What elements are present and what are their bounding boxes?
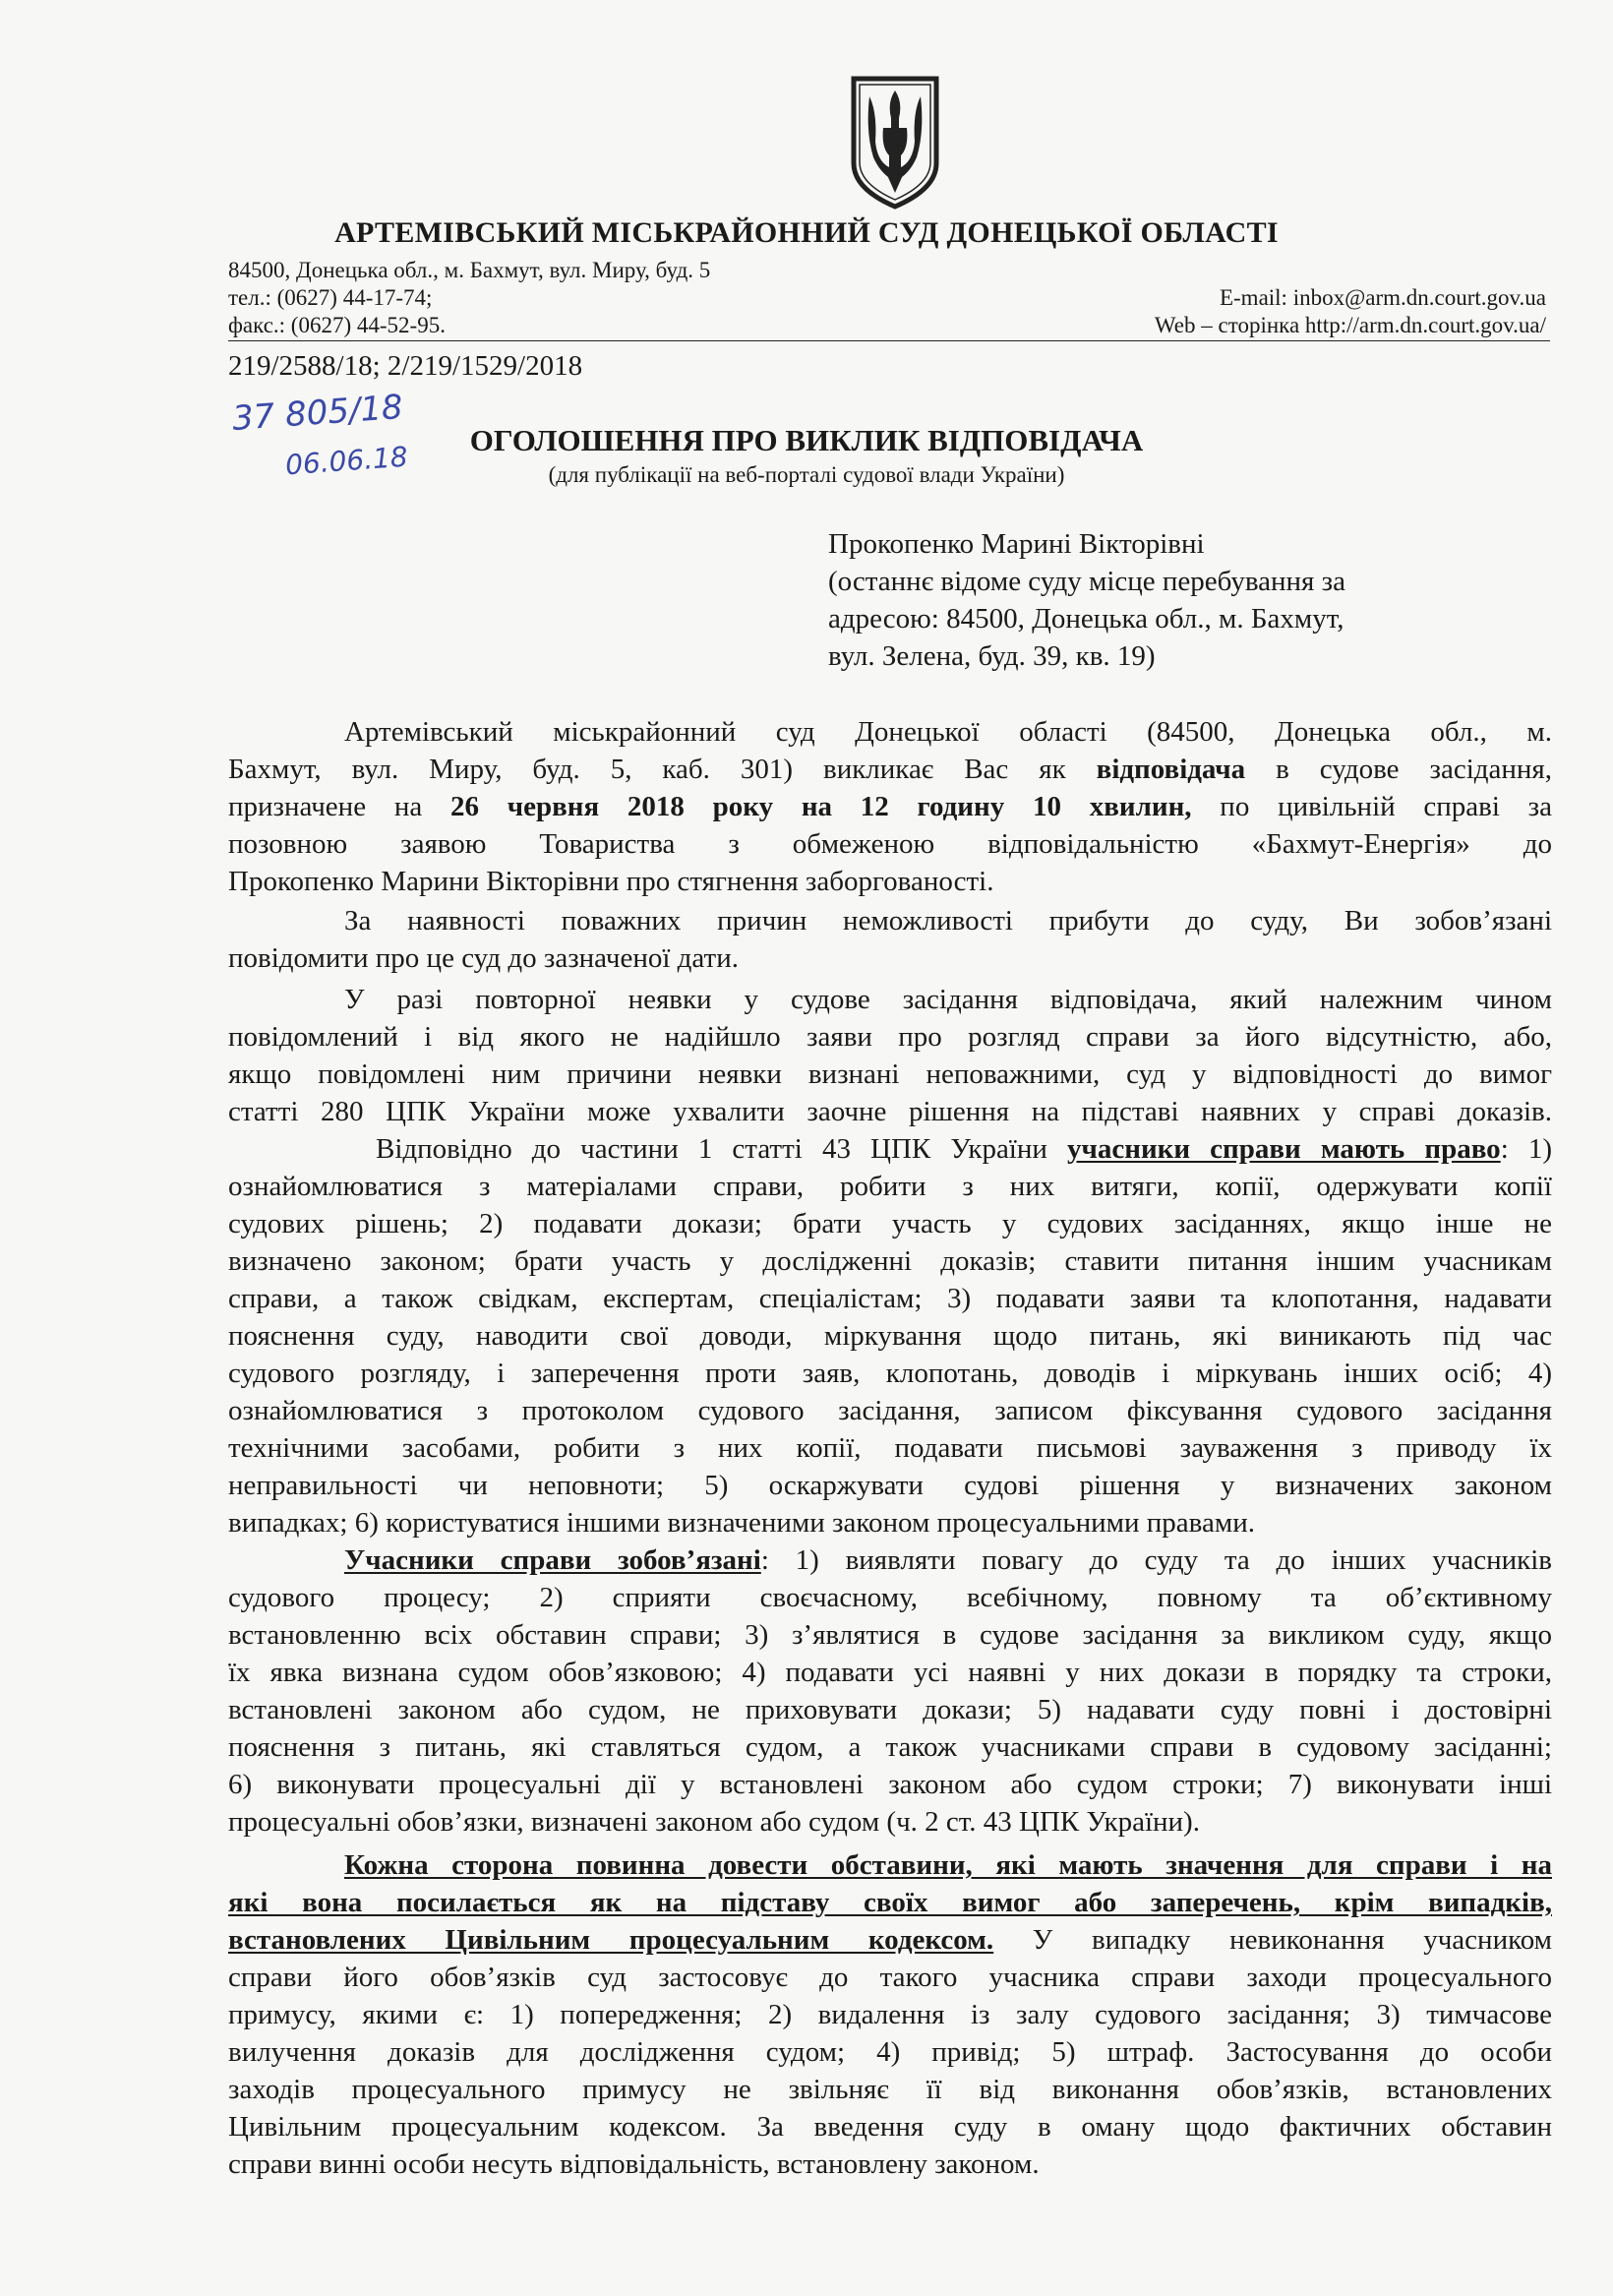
paragraph-line: процесуальні обов’язки, визначені законом або судом (ч. 2 ст. 43 ЦПК України). bbox=[228, 1806, 1200, 1838]
paragraph-line: встановлені законом або судом, не приховувати докази; 5) надавати суду повні і достовірні bbox=[228, 1694, 1552, 1725]
addressee-line: вул. Зелена, буд. 39, кв. 19) bbox=[828, 640, 1156, 672]
document-subtitle: (для публікації на веб-порталі судової влади України) bbox=[548, 462, 1065, 487]
handwritten-registration-number: 37 805/18 bbox=[230, 387, 404, 440]
addressee-line: (останнє відоме суду місце перебування за bbox=[828, 566, 1345, 597]
paragraph-line: якщо повідомлені ним причини неявки визнані неповажними, суд у відповідності до вимог bbox=[228, 1058, 1552, 1090]
court-email: E-mail: inbox@arm.dn.court.gov.ua bbox=[1219, 285, 1546, 310]
paragraph-line: позовною заявою Товариства з обмеженою відповідальністю «Бахмут-Енергія» до bbox=[228, 828, 1552, 860]
paragraph-line: 6) виконувати процесуальні дії у встановлені законом або судом строки; 7) виконувати інші bbox=[228, 1769, 1552, 1800]
paragraph-line: Бахмут, вул. Миру, буд. 5, каб. 301) викликає Вас як відповідача в судове засідання, bbox=[228, 754, 1553, 785]
hearing-datetime: 26 червня 2018 року на 12 годину 10 хвилин, bbox=[449, 791, 1192, 822]
paragraph-line: Цивільним процесуальним кодексом. За введення суду в оману щодо фактичних обставин bbox=[228, 2111, 1552, 2143]
court-website: Web – сторінка http://arm.dn.court.gov.ua/ bbox=[1154, 313, 1546, 337]
paragraph-line: справи його обов’язків суд застосовує до такого учасника справи заходи процесуального bbox=[228, 1962, 1552, 1993]
paragraph-line: пояснення суду, наводити свої доводи, міркування щодо питань, які виникають під час bbox=[228, 1320, 1552, 1352]
paragraph-line: їх явка визнана судом обов’язковою; 4) подавати усі наявні у них докази в порядку та строки, bbox=[228, 1657, 1552, 1688]
paragraph-line: повідомити про це суд до зазначеної дати. bbox=[228, 942, 739, 974]
trident-emblem-icon bbox=[848, 73, 942, 211]
paragraph-line: судового процесу; 2) сприяти своєчасному, всебічному, повному та об’єктивному bbox=[228, 1582, 1552, 1613]
participants-duties-heading: Учасники справи зобов’язані bbox=[344, 1544, 761, 1576]
paragraph-line: справи винні особи несуть відповідальність, встановлену законом. bbox=[228, 2148, 1040, 2180]
paragraph-line: судового розгляду, і заперечення проти заяв, клопотань, доводів і міркувань інших осіб; 4) bbox=[228, 1358, 1552, 1389]
paragraph-line: вилучення доказів для дослідження судом; 4) привід; 5) штраф. Застосування до особи bbox=[228, 2036, 1552, 2068]
handwritten-date: 06.06.18 bbox=[284, 440, 409, 482]
case-numbers: 219/2588/18; 2/219/1529/2018 bbox=[228, 350, 583, 382]
header-divider bbox=[228, 340, 1550, 341]
paragraph-line: визначено законом; брати участь у дослідженні доказів; ставити питання іншим учасникам bbox=[228, 1245, 1552, 1277]
paragraph-line: примусу, якими є: 1) попередження; 2) видалення із залу судового засідання; 3) тимчасове bbox=[228, 1999, 1552, 2030]
paragraph-line: ознайомлюватися з протоколом судового засідання, записом фіксування судового засідання bbox=[228, 1395, 1552, 1426]
addressee-line: Прокопенко Марині Вікторівні bbox=[828, 528, 1205, 560]
paragraph-line: встановленню всіх обставин справи; 3) з’являтися в судове засідання за викликом суду, якщо bbox=[228, 1619, 1552, 1651]
paragraph-line: повідомлений і від якого не надійшло заяви про розгляд справи за його відсутністю, або, bbox=[228, 1021, 1552, 1053]
court-name: АРТЕМІВСЬКИЙ МІСЬКРАЙОННИЙ СУД ДОНЕЦЬКОЇ ОБЛАСТІ bbox=[334, 216, 1279, 249]
paragraph-line: судових рішень; 2) подавати докази; брати участь у судових засіданнях, якщо інше не bbox=[228, 1208, 1552, 1239]
paragraph-line: пояснення з питань, які ставляться судом, а також учасниками справи в судовому засіданні; bbox=[228, 1731, 1552, 1763]
defendant-role: відповідача bbox=[1096, 754, 1246, 785]
paragraph-line-emphasis: Кожна сторона повинна довести обставини, які мають значення для справи і на bbox=[344, 1849, 1552, 1881]
paragraph-line: Відповідно до частини 1 статті 43 ЦПК України учасники справи мають право: 1) bbox=[376, 1133, 1553, 1165]
paragraph-line: У разі повторної неявки у судове засідання відповідача, який належним чином bbox=[344, 984, 1552, 1015]
paragraph-line: встановлених Цивільним процесуальним кодексом. У випадку невиконання учасником bbox=[228, 1924, 1553, 1956]
paragraph-line: неправильності чи неповноти; 5) оскаржувати судові рішення у визначених законом bbox=[228, 1470, 1552, 1501]
paragraph-line: справи, а також свідкам, експертам, спеціалістам; 3) подавати заяви та клопотання, надавати bbox=[228, 1283, 1552, 1314]
addressee-line: адресою: 84500, Донецька обл., м. Бахмут, bbox=[828, 603, 1344, 634]
paragraph-line: статті 280 ЦПК України може ухвалити заочне рішення на підставі наявних у справі доказів. bbox=[228, 1096, 1552, 1127]
paragraph-line: технічними засобами, робити з них копії, подавати письмові зауваження з приводу їх bbox=[228, 1432, 1552, 1464]
paragraph-line: заходів процесуального примусу не звільняє її від виконання обов’язків, встановлених bbox=[228, 2074, 1552, 2105]
paragraph-line: Учасники справи зобов’язані: 1) виявляти повагу до суду та до інших учасників bbox=[344, 1544, 1553, 1576]
paragraph-line: Артемівський міськрайонний суд Донецької області (84500, Донецька обл., м. bbox=[344, 716, 1552, 748]
court-fax: факс.: (0627) 44-52-95. bbox=[228, 313, 446, 337]
paragraph-line: Прокопенко Марини Вікторівни про стягнення заборгованості. bbox=[228, 866, 994, 897]
paragraph-line: випадках; 6) користуватися іншими визначеними законом процесуальними правами. bbox=[228, 1507, 1255, 1539]
paragraph-line: За наявності поважних причин неможливості прибути до суду, Ви зобов’язані bbox=[344, 905, 1552, 937]
addressee-block bbox=[828, 525, 1556, 675]
paragraph-line-emphasis: які вона посилається як на підставу своїх вимог або заперечень, крім випадків, bbox=[228, 1887, 1552, 1918]
court-address: 84500, Донецька обл., м. Бахмут, вул. Миру, буд. 5 bbox=[228, 258, 711, 282]
paragraph-line: ознайомлюватися з матеріалами справи, робити з них витяги, копії, одержувати копії bbox=[228, 1171, 1552, 1202]
participants-rights-heading: учасники справи мають право bbox=[1067, 1133, 1501, 1165]
court-phone: тел.: (0627) 44-17-74; bbox=[228, 285, 433, 310]
document-title: ОГОЛОШЕННЯ ПРО ВИКЛИК ВІДПОВІДАЧА bbox=[469, 423, 1144, 457]
paragraph-line: призначене на 26 червня 2018 року на 12 годину 10 хвилин, по цивільній справі за bbox=[228, 791, 1552, 822]
